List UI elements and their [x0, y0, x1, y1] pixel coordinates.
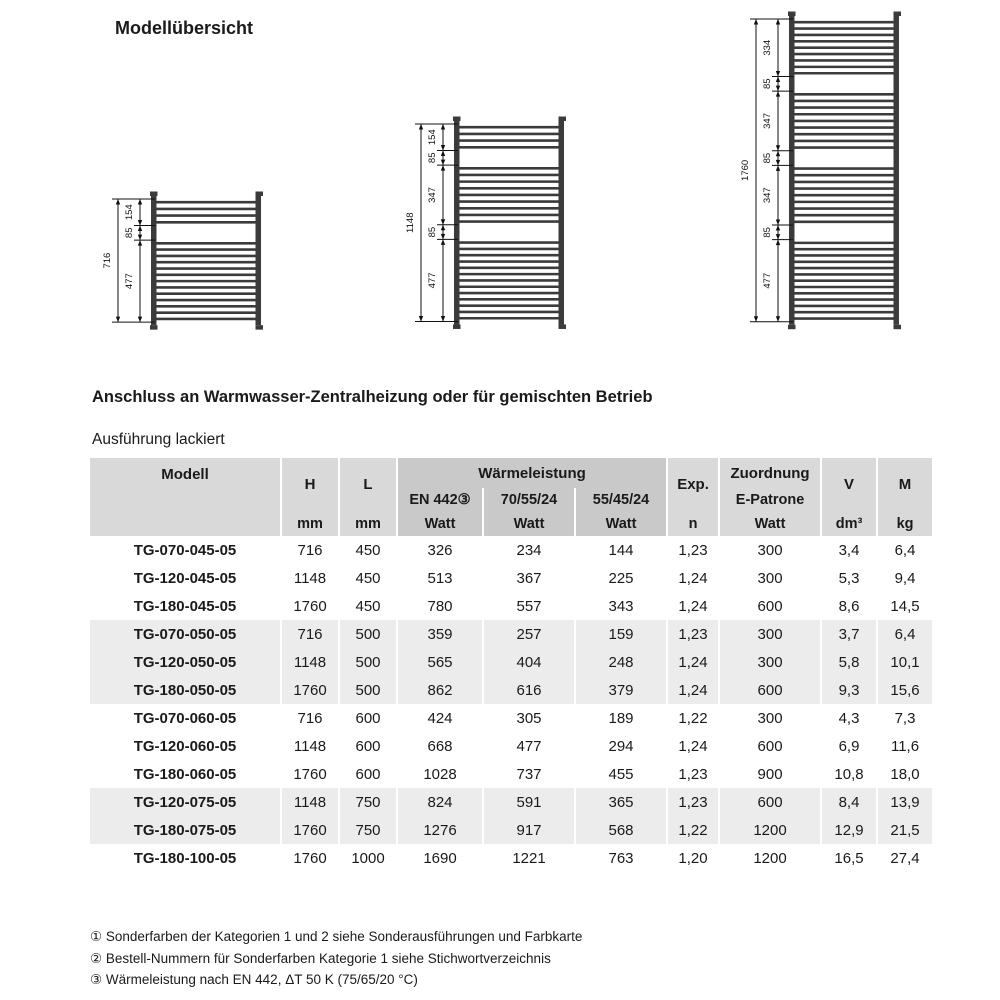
cell-m: 15,6: [878, 676, 932, 704]
cell-70-55-24: 917: [484, 816, 574, 844]
header-waermeleistung: Wärmeleistung: [398, 458, 666, 488]
radiator-figure-716: [95, 185, 267, 341]
cell-exp: 1,23: [668, 536, 718, 564]
cell-m: 21,5: [878, 816, 932, 844]
cell-55-45-24: 379: [576, 676, 666, 704]
cell-m: 18,0: [878, 760, 932, 788]
header-v: V: [822, 458, 876, 511]
dimension-label: 477: [124, 273, 135, 290]
cell-en442: 359: [398, 620, 482, 648]
cell-en442: 326: [398, 536, 482, 564]
cell-exp: 1,24: [668, 732, 718, 760]
footnote: ① Sonderfarben der Kategorien 1 und 2 siehe Sonderausführungen und Farbkarte: [90, 929, 583, 944]
dimension-label: 85: [762, 152, 773, 164]
cell-55-45-24: 343: [576, 592, 666, 620]
radiator-figure-1148: [398, 110, 570, 340]
unit-watt: Watt: [484, 511, 574, 536]
fitting: [788, 12, 796, 17]
radiator-diagram-1148: [398, 110, 570, 335]
cell-exp: 1,24: [668, 564, 718, 592]
cell-h: 1760: [282, 760, 338, 788]
cell-55-45-24: 365: [576, 788, 666, 816]
table-row: [90, 536, 932, 564]
model-table: [88, 458, 934, 872]
unit-mm: mm: [282, 511, 338, 536]
cell-modell: TG-120-075-05: [90, 788, 280, 816]
dimension-label: 1148: [405, 212, 416, 233]
dimension-label: 1760: [740, 159, 751, 181]
cell-v: 6,9: [822, 732, 876, 760]
cell-m: 9,4: [878, 564, 932, 592]
table-row: [90, 648, 932, 676]
radiator-diagram-1760: [733, 5, 905, 336]
header-exp: Exp.: [668, 458, 718, 511]
cell-v: 8,6: [822, 592, 876, 620]
cell-en442: 565: [398, 648, 482, 676]
fitting: [256, 192, 264, 197]
dimension-label: 85: [427, 226, 438, 238]
cell-l: 500: [340, 648, 396, 676]
dimension-label: 334: [762, 39, 773, 56]
cell-70-55-24: 557: [484, 592, 574, 620]
cell-e-patrone: 600: [720, 592, 820, 620]
header-e-patrone: E-Patrone: [720, 488, 820, 511]
cell-h: 716: [282, 704, 338, 732]
fitting: [150, 192, 158, 197]
cell-exp: 1,22: [668, 704, 718, 732]
table-row: [90, 816, 932, 844]
cell-h: 1148: [282, 648, 338, 676]
cell-modell: TG-120-060-05: [90, 732, 280, 760]
header-h: H: [282, 458, 338, 511]
section-heading: Anschluss an Warmwasser-Zentralheizung oder für gemischten Betrieb: [92, 388, 653, 406]
cell-modell: TG-120-045-05: [90, 564, 280, 592]
unit-watt: Watt: [398, 511, 482, 536]
cell-h: 1760: [282, 676, 338, 704]
cell-exp: 1,22: [668, 816, 718, 844]
cell-h: 1148: [282, 732, 338, 760]
cell-h: 1148: [282, 564, 338, 592]
cell-m: 11,6: [878, 732, 932, 760]
fitting: [453, 117, 461, 122]
fitting: [256, 325, 264, 330]
cell-en442: 424: [398, 704, 482, 732]
fitting: [150, 325, 158, 330]
dimension-label: 85: [762, 227, 773, 238]
header-55-45-24: 55/45/24: [576, 488, 666, 511]
cell-v: 16,5: [822, 844, 876, 872]
radiator-figure-1760: [733, 5, 905, 341]
unit-kg: kg: [878, 511, 932, 536]
cell-l: 500: [340, 620, 396, 648]
table-row: [90, 564, 932, 592]
cell-l: 600: [340, 732, 396, 760]
cell-55-45-24: 455: [576, 760, 666, 788]
cell-m: 10,1: [878, 648, 932, 676]
cell-70-55-24: 257: [484, 620, 574, 648]
radiator-diagram-716: [95, 185, 267, 336]
table-row: [90, 676, 932, 704]
cell-v: 3,7: [822, 620, 876, 648]
model-table-wrapper: [88, 458, 920, 872]
cell-e-patrone: 600: [720, 676, 820, 704]
cell-m: 6,4: [878, 620, 932, 648]
cell-e-patrone: 600: [720, 732, 820, 760]
cell-70-55-24: 477: [484, 732, 574, 760]
cell-v: 9,3: [822, 676, 876, 704]
header-zuordnung: Zuordnung: [720, 458, 820, 488]
page-title: Modellübersicht: [115, 18, 254, 38]
table-row: [90, 760, 932, 788]
cell-70-55-24: 234: [484, 536, 574, 564]
cell-l: 450: [340, 592, 396, 620]
cell-70-55-24: 1221: [484, 844, 574, 872]
cell-v: 3,4: [822, 536, 876, 564]
fitting: [894, 325, 902, 330]
cell-h: 1760: [282, 592, 338, 620]
cell-modell: TG-180-060-05: [90, 760, 280, 788]
cell-en442: 1690: [398, 844, 482, 872]
subheading: Ausführung lackiert: [92, 431, 225, 448]
cell-e-patrone: 300: [720, 648, 820, 676]
footnote: ② Bestell-Nummern für Sonderfarben Kategorie 1 siehe Stichwortverzeichnis: [90, 950, 551, 966]
cell-modell: TG-180-045-05: [90, 592, 280, 620]
cell-m: 13,9: [878, 788, 932, 816]
cell-55-45-24: 763: [576, 844, 666, 872]
cell-modell: TG-070-045-05: [90, 536, 280, 564]
cell-e-patrone: 900: [720, 760, 820, 788]
cell-m: 27,4: [878, 844, 932, 872]
cell-l: 450: [340, 536, 396, 564]
cell-h: 1760: [282, 816, 338, 844]
cell-v: 10,8: [822, 760, 876, 788]
dimension-label: 347: [427, 187, 438, 203]
cell-l: 750: [340, 788, 396, 816]
cell-h: 716: [282, 620, 338, 648]
header-m: M: [878, 458, 932, 511]
cell-exp: 1,24: [668, 592, 718, 620]
header-l: L: [340, 458, 396, 511]
cell-e-patrone: 1200: [720, 844, 820, 872]
cell-e-patrone: 600: [720, 788, 820, 816]
cell-exp: 1,24: [668, 676, 718, 704]
table-row: [90, 704, 932, 732]
fitting: [453, 324, 461, 329]
dimension-label: 477: [427, 272, 438, 289]
fitting: [559, 117, 567, 122]
cell-m: 14,5: [878, 592, 932, 620]
cell-exp: 1,23: [668, 760, 718, 788]
cell-modell: TG-180-075-05: [90, 816, 280, 844]
cell-v: 12,9: [822, 816, 876, 844]
dimension-label: 347: [762, 187, 773, 204]
footnotes: [90, 926, 582, 991]
cell-modell: TG-070-050-05: [90, 620, 280, 648]
cell-m: 7,3: [878, 704, 932, 732]
cell-70-55-24: 367: [484, 564, 574, 592]
table-row: [90, 844, 932, 872]
fitting: [894, 12, 902, 17]
cell-v: 5,3: [822, 564, 876, 592]
cell-exp: 1,24: [668, 648, 718, 676]
cell-e-patrone: 300: [720, 536, 820, 564]
cell-h: 716: [282, 536, 338, 564]
cell-h: 1760: [282, 844, 338, 872]
cell-55-45-24: 294: [576, 732, 666, 760]
cell-v: 4,3: [822, 704, 876, 732]
cell-exp: 1,23: [668, 620, 718, 648]
dimension-label: 154: [427, 129, 438, 146]
cell-70-55-24: 404: [484, 648, 574, 676]
table-row: [90, 732, 932, 760]
table-body: [90, 536, 932, 872]
header-en442: EN 442③: [398, 488, 482, 511]
cell-en442: 513: [398, 564, 482, 592]
cell-70-55-24: 737: [484, 760, 574, 788]
table-row: [90, 592, 932, 620]
cell-70-55-24: 616: [484, 676, 574, 704]
cell-l: 450: [340, 564, 396, 592]
dimension-label: 154: [124, 204, 135, 221]
dimension-label: 477: [762, 272, 773, 289]
cell-exp: 1,20: [668, 844, 718, 872]
cell-55-45-24: 225: [576, 564, 666, 592]
cell-modell: TG-070-060-05: [90, 704, 280, 732]
cell-70-55-24: 591: [484, 788, 574, 816]
unit-mm: mm: [340, 511, 396, 536]
cell-55-45-24: 248: [576, 648, 666, 676]
cell-modell: TG-120-050-05: [90, 648, 280, 676]
cell-en442: 862: [398, 676, 482, 704]
cell-e-patrone: 300: [720, 704, 820, 732]
cell-l: 750: [340, 816, 396, 844]
cell-v: 5,8: [822, 648, 876, 676]
cell-70-55-24: 305: [484, 704, 574, 732]
cell-e-patrone: 300: [720, 620, 820, 648]
cell-en442: 780: [398, 592, 482, 620]
cell-l: 600: [340, 704, 396, 732]
cell-55-45-24: 568: [576, 816, 666, 844]
cell-e-patrone: 300: [720, 564, 820, 592]
cell-m: 6,4: [878, 536, 932, 564]
cell-l: 1000: [340, 844, 396, 872]
cell-v: 8,4: [822, 788, 876, 816]
dimension-label: 85: [762, 78, 773, 90]
cell-l: 600: [340, 760, 396, 788]
table-head: [90, 458, 932, 536]
unit-watt: Watt: [576, 511, 666, 536]
footnote: ③ Wärmeleistung nach EN 442, ΔT 50 K (75/65/20 °C): [90, 972, 418, 988]
header-70-55-24: 70/55/24: [484, 488, 574, 511]
cell-exp: 1,23: [668, 788, 718, 816]
unit-n: n: [668, 511, 718, 536]
dimension-label: 85: [427, 152, 438, 164]
dimension-label: 347: [762, 112, 773, 129]
cell-modell: TG-180-100-05: [90, 844, 280, 872]
cell-en442: 1276: [398, 816, 482, 844]
table-row: [90, 620, 932, 648]
cell-h: 1148: [282, 788, 338, 816]
cell-l: 500: [340, 676, 396, 704]
dimension-label: 716: [102, 252, 113, 269]
fitting: [788, 325, 796, 330]
cell-55-45-24: 144: [576, 536, 666, 564]
cell-e-patrone: 1200: [720, 816, 820, 844]
cell-en442: 668: [398, 732, 482, 760]
unit-dm3: dm³: [822, 511, 876, 536]
cell-en442: 1028: [398, 760, 482, 788]
cell-modell: TG-180-050-05: [90, 676, 280, 704]
fitting: [559, 324, 567, 329]
header-modell: Modell: [90, 458, 280, 536]
dimension-label: 85: [124, 227, 135, 239]
cell-en442: 824: [398, 788, 482, 816]
cell-55-45-24: 159: [576, 620, 666, 648]
unit-watt: Watt: [720, 511, 820, 536]
cell-55-45-24: 189: [576, 704, 666, 732]
table-row: [90, 788, 932, 816]
